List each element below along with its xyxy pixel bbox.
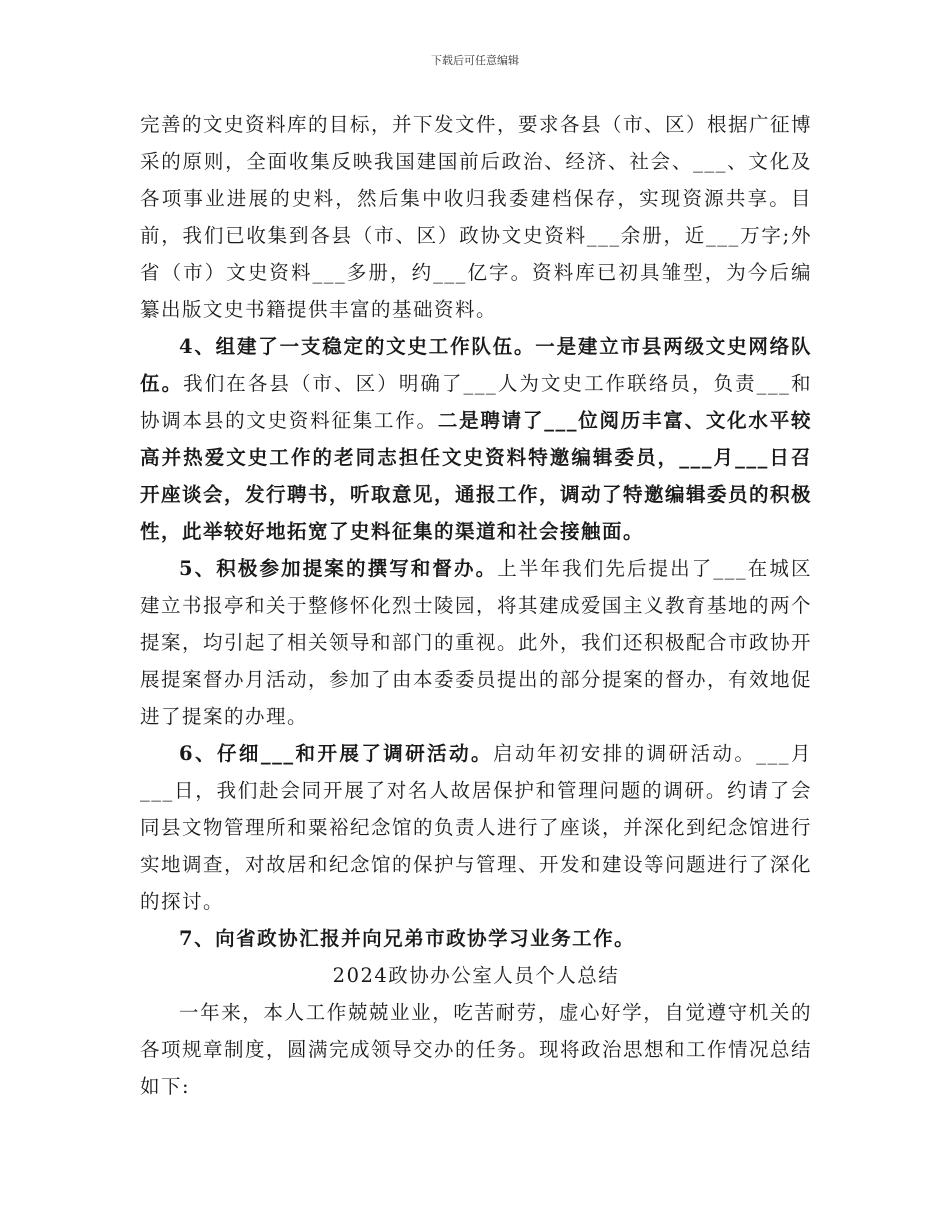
item-6-text: 启动年初安排的调研活动。___月___日，我们赴会同开展了对名人故居保护和管理问题的调研。约请了会同县文物管理所和粟裕纪念馆的负责人进行了座谈，并深化到纪念馆进行实地调查，对故居和纪念馆的保护与管理、开发和建设等问题进行了深化的探讨。 <box>140 742 813 913</box>
paragraph-summary-intro: 一年来，本人工作兢兢业业，吃苦耐劳，虚心好学，自觉遵守机关的各项规章制度，圆满完成领导交办的任务。现将政治思想和工作情况总结如下: <box>140 1001 813 1098</box>
paragraph-archive-library: 完善的文史资料库的目标，并下发文件，要求各县（市、区）根据广征博采的原则，全面收集反映我国建国前后政治、经济、社会、___、文化及各项事业进展的史料，然后集中收归我委建档保存，实现资源共享。目前，我们已收集到各县（市、区）政协文史资料___余册，近___万字;外省（市）文史资料___多册，约___亿字。资料库已初具雏型，为今后编纂出版文史书籍提供丰富的基础资料。 <box>140 113 813 321</box>
paragraph-item-4 <box>140 328 812 550</box>
item-4-text: 我们在各县（市、区）明确了___人为文史工作联络员，负责___和协调本县的文史资料征集工作。 <box>140 372 812 432</box>
paragraph-item-5 <box>140 550 812 735</box>
item-4-heading: 4、组建了一支稳定的文史工作队伍。一是建立市县两级文史网络队伍。 <box>140 335 812 395</box>
section-title: 2024政协办公室人员个人总结 <box>332 964 620 987</box>
item-5-heading: 5、积极参加提案的撰写和督办。 <box>179 557 498 580</box>
document-body <box>140 106 812 1105</box>
page-header: 下载后可任意编辑 <box>431 54 519 67</box>
item-6-heading: 6、仔细___和开展了调研活动。 <box>179 742 493 765</box>
paragraph-item-6 <box>140 735 812 920</box>
item-4-bold-text: 二是聘请了___位阅历丰富、文化水平较高并热爱文史工作的老同志担任文史资料特邀编辑委员，___月___日召开座谈会，发行聘书，听取意见，通报工作，调动了特邀编辑委员的积极性，此举较好地拓宽了史料征集的渠道和社会接触面。 <box>140 409 813 543</box>
item-5-text: 上半年我们先后提出了___在城区建立书报亭和关于整修怀化烈士陵园，将其建成爱国主义教育基地的两个提案，均引起了相关领导和部门的重视。此外，我们还积极配合市政协开展提案督办月活动，参加了由本委委员提出的部分提案的督办，有效地促进了提案的办理。 <box>140 557 813 728</box>
paragraph-item-7: 7、向省政协汇报并向兄弟市政协学习业务工作。 <box>179 927 636 950</box>
